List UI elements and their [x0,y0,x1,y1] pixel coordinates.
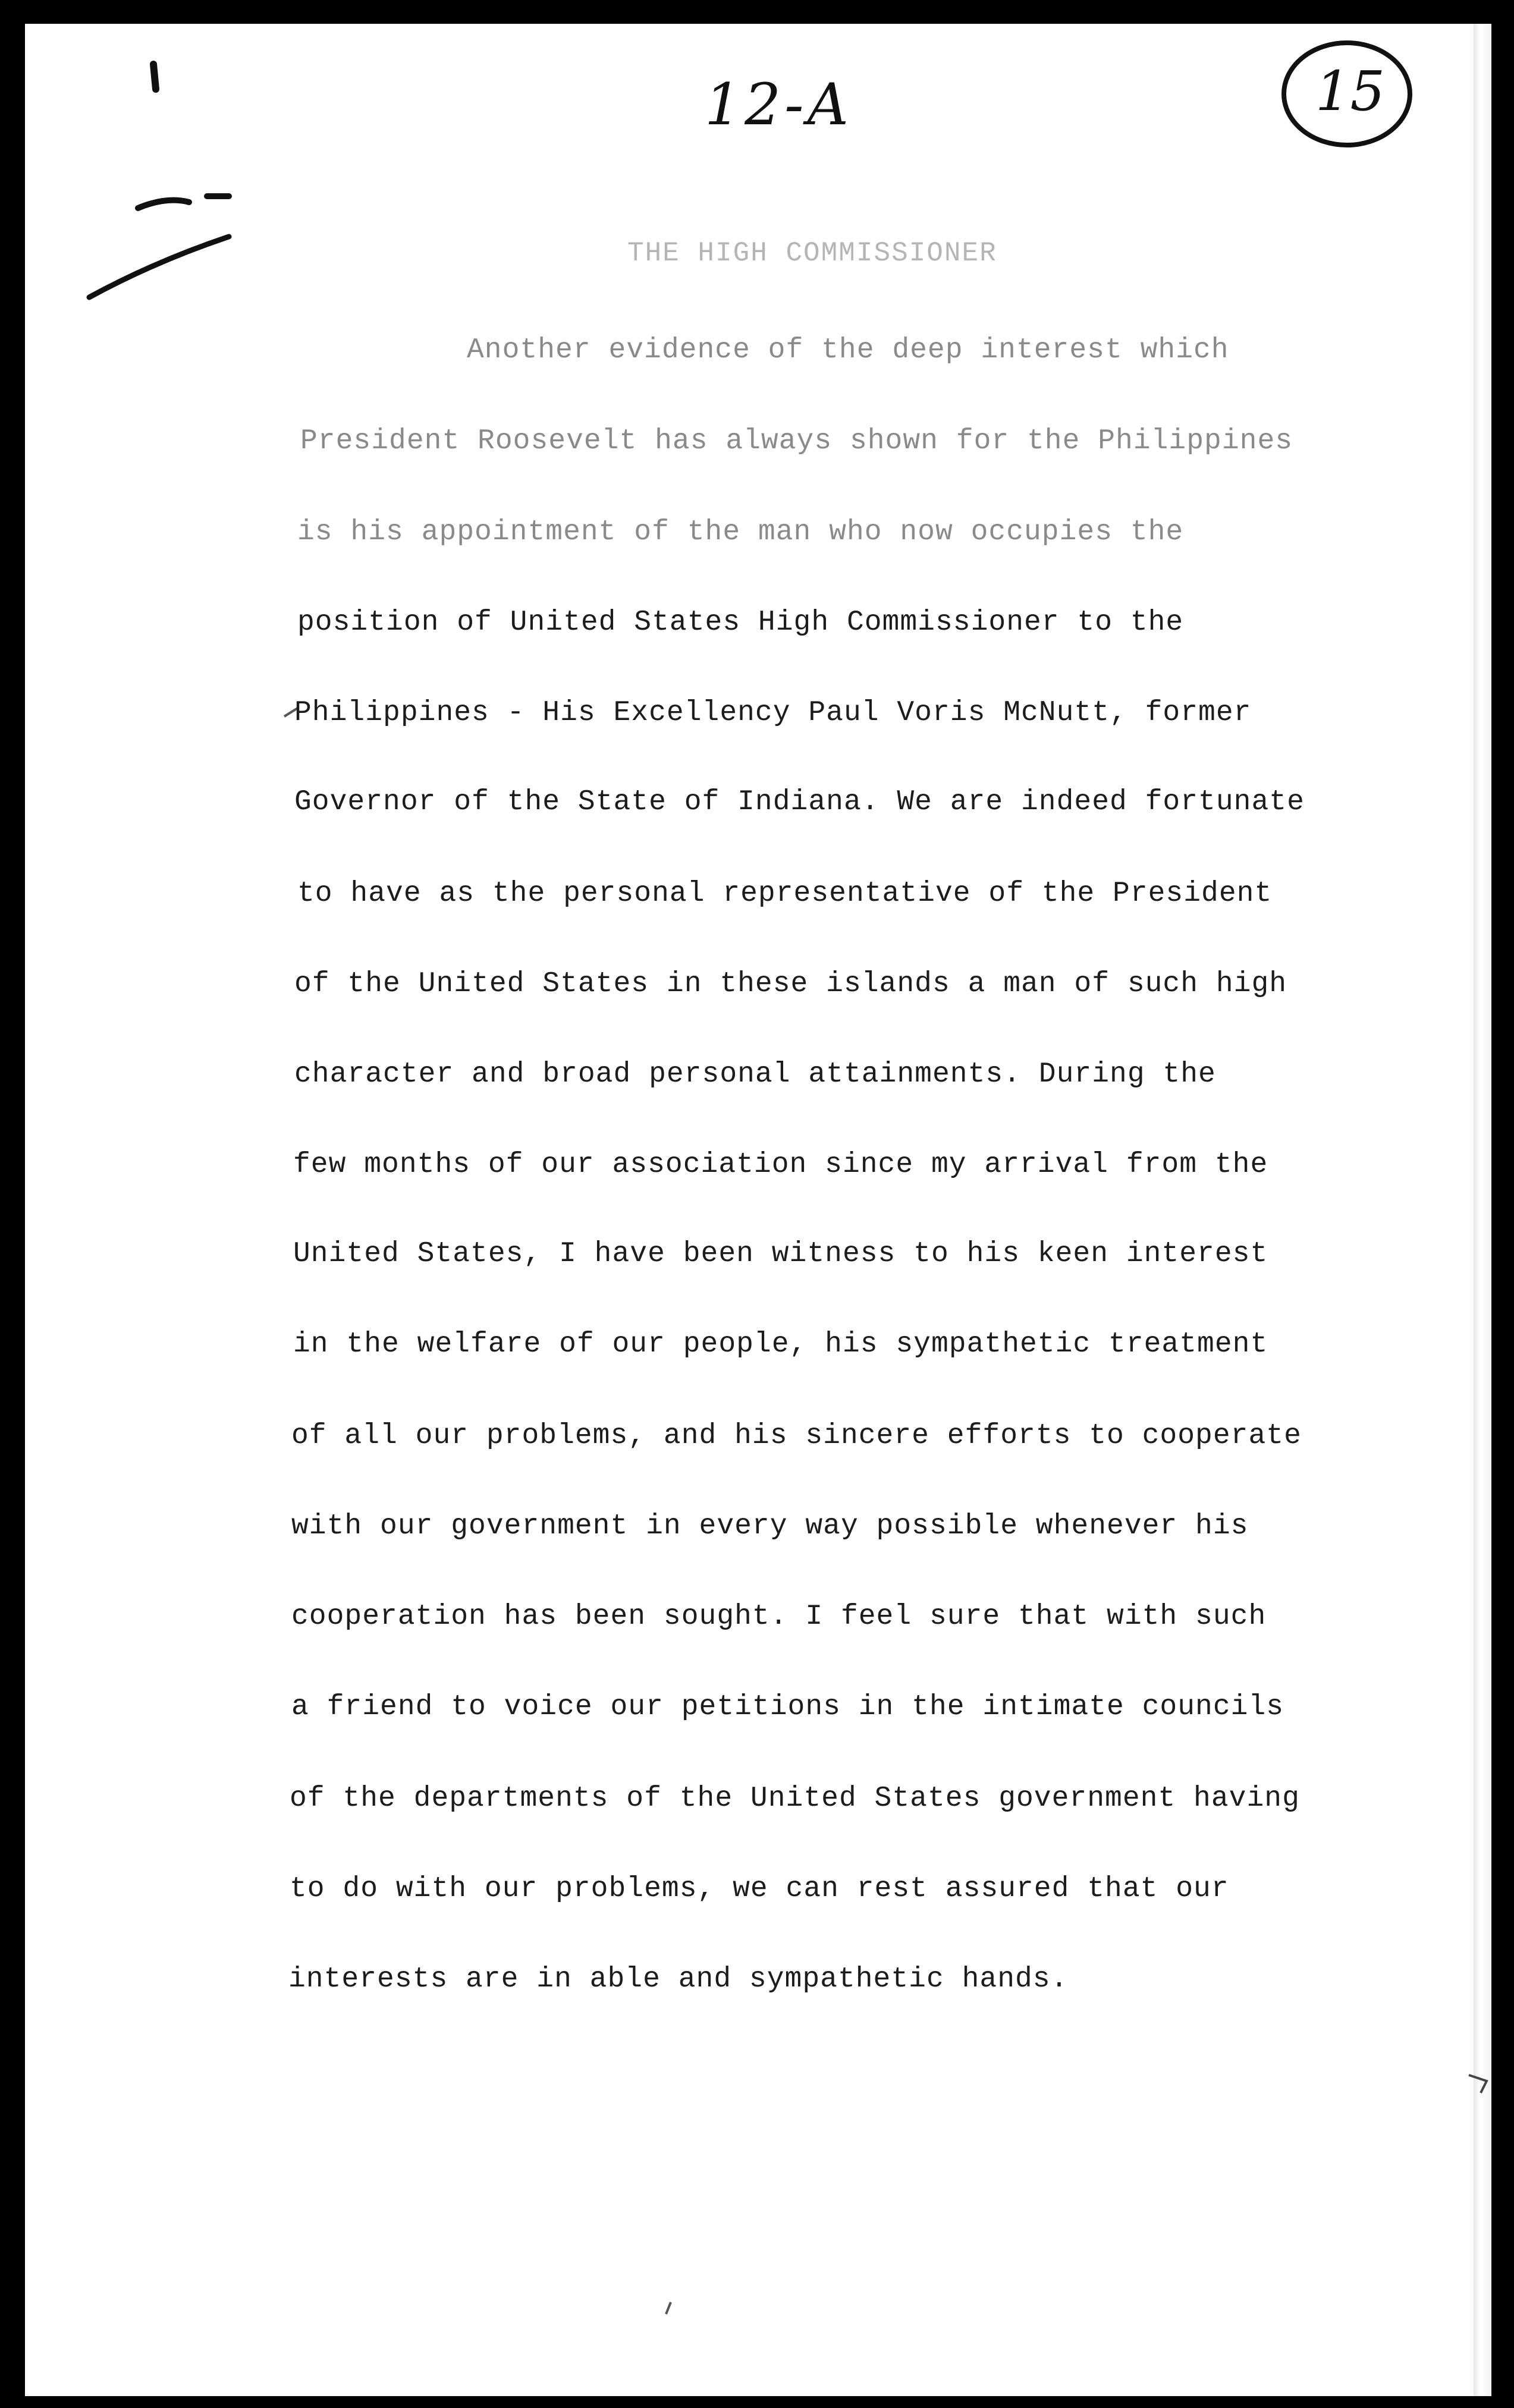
header-annotation: 12-A [705,71,852,138]
paragraph-line: Philippines - His Excellency Paul Voris McNutt, former [294,697,1252,729]
margin-tick-mark [153,64,156,89]
paragraph-line: position of United States High Commissioner to the [297,606,1184,639]
paragraph-line: to do with our problems, we can rest assured that our [290,1873,1229,1905]
paragraph-line: in the welfare of our people, his sympathetic treatment [293,1328,1268,1360]
paragraph-line: character and broad personal attainments. During the [294,1058,1216,1090]
paragraph-line: of the departments of the United States government having [290,1783,1300,1815]
paragraph-line: Another evidence of the deep interest which [467,334,1229,366]
margin-dash-mark [138,200,189,208]
paragraph-line: few months of our association since my arrival from the [293,1149,1268,1181]
paragraph-line: a friend to voice our petitions in the intimate councils [291,1691,1284,1723]
paragraph-line: is his appointment of the man who now occupies the [297,516,1184,548]
paragraph-line: Governor of the State of Indiana. We are indeed fortunate [294,786,1305,818]
paragraph-line: of all our problems, and his sincere efforts to cooperate [291,1420,1302,1452]
document-title: THE HIGH COMMISSIONER [627,238,997,269]
paragraph-line: President Roosevelt has always shown for the Philippines [300,425,1293,457]
paragraph-line: with our government in every way possible whenever his [291,1510,1249,1542]
page-number: 15 [1315,59,1386,123]
stray-mark-bottom [666,2302,671,2314]
paragraph-line: United States, I have been witness to his keen interest [293,1238,1268,1270]
paragraph-line: cooperation has been sought. I feel sure that with such [291,1601,1267,1633]
paragraph-line: interests are in able and sympathetic hands. [288,1963,1069,1995]
paragraph-line: of the United States in these islands a man of such high [294,968,1287,1000]
margin-slash-mark [89,237,229,297]
edge-clip-mark [1469,2075,1487,2093]
paragraph-line: to have as the personal representative of the President [297,878,1273,910]
